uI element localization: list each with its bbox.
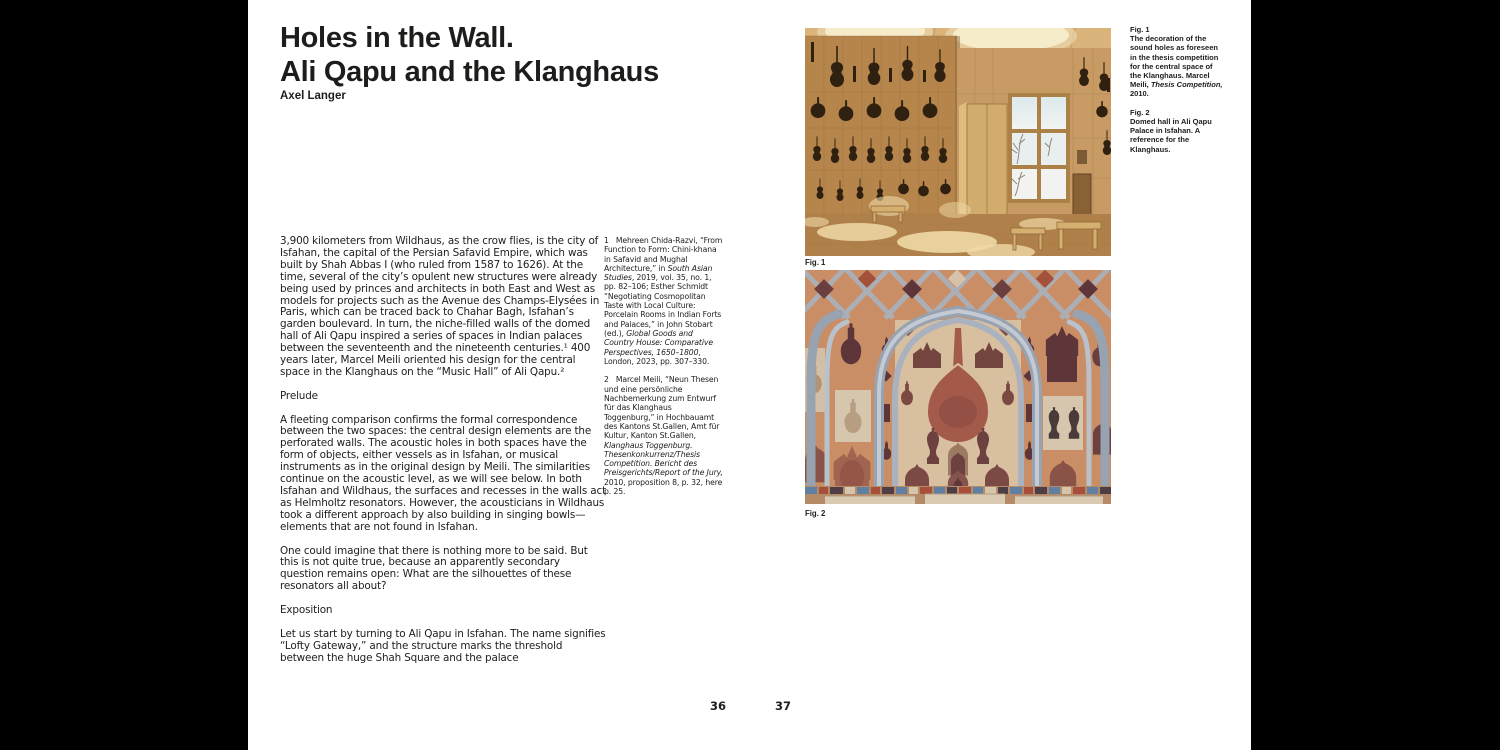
figure-caption-label: Fig. 2 <box>1130 107 1150 117</box>
figure-2-label: Fig. 2 <box>805 509 826 518</box>
section-heading: Exposition <box>280 604 333 617</box>
figure-caption-text: Domed hall in Ali Qapu Palace in Isfahan. A reference for the Klanghaus. <box>1130 117 1212 154</box>
page-title <box>280 22 659 89</box>
author-name: Axel Langer <box>280 90 346 102</box>
footnote: 1 Mehreen Chida-Razvi, “From Function to Form: Chini-khana in Safavid and Mughal Architecture,” in South Asian Studies, 2019, vol. 35, no. 1, pp. 82–106; Esther Schmidt “Negotiating Cosmopolitan Taste with Local Culture: Porcelain Rooms in Indian Forts and Palaces,” in John Stobart (ed.), Global Goods and Country House: Comparative Perspectives, 1650–1800, London, 2023, pp. 307–330. <box>604 236 723 366</box>
figure-1-image <box>805 28 1111 256</box>
fig1-illustration <box>805 28 1111 256</box>
body-paragraph: A fleeting comparison confirms the formal correspondence between the two spaces: the central design elements are the perforated walls. The acoustic holes in both spaces have the form of objects, either vessels as in Isfahan, or musical instruments as in the original design by Meili. The similarities continue on the acoustic level, as we will see below. In both Isfahan and Wildhaus, the surfaces and recesses in the walls act as Helmholtz resonators. However, the acousticians in Wildhaus took a different approach by also building in singing bowls—elements that are not found in Isfahan. <box>280 413 607 533</box>
footnote: 2 Marcel Meili, “Neun Thesen und eine persönliche Nachbemerkung zum Entwurf für das Klanghaus Toggenburg,” in Hochbauamt des Kantons St.Gallen, Amt für Kultur, Kanton St.Gallen, Klanghaus Toggenburg. Thesenkonkurrenz/Thesis Competition. Bericht des Preisgerichts/Report of the Jury, 2010, proposition 8, p. 32, here p. 25. <box>604 375 723 497</box>
page-title-line1: Holes in the Wall. <box>280 22 514 54</box>
page-title-line2: Ali Qapu and the Klanghaus <box>280 55 659 88</box>
figure-caption <box>1130 25 1224 99</box>
section-heading: Prelude <box>280 389 318 402</box>
body-paragraph: 3,900 kilometers from Wildhaus, as the crow flies, is the city of Isfahan, the capital of the Persian Safavid Empire, which was built by Shah Abbas I (who ruled from 1587 to 1626). At the time, several of the city’s opulent new structures were already being used by princes and architects in both East and West as models for projects such as the Avenue des Champs-Elysées in Paris, which can be traced back to Chahar Bagh, Isfahan’s garden boulevard. In turn, the niche-filled walls of the domed hall of Ali Qapu inspired a series of spaces in Indian palaces between the seventeenth and the nineteenth centuries.¹ 400 years later, Marcel Meili oriented his design for the central space in the Klanghaus on the “Music Hall” of Ali Qapu.² <box>280 235 600 378</box>
body-paragraph: One could imagine that there is nothing more to be said. But this is not quite true, because an apparently secondary question remains open: What are the silhouettes of these resonators all about? <box>280 544 588 593</box>
figure-caption <box>1130 108 1224 154</box>
body-text-column <box>280 236 606 676</box>
figure-caption-label: Fig. 1 <box>1130 25 1150 34</box>
page-number-right: 37 <box>775 699 792 713</box>
floor-frieze <box>805 486 1111 504</box>
page-number-left: 36 <box>710 699 727 713</box>
fig2-illustration <box>805 270 1111 504</box>
book-spread <box>248 0 1251 750</box>
body-paragraph: Let us start by turning to Ali Qapu in Isfahan. The name signifies “Lofty Gateway,” and the structure marks the threshold between the huge Shah Square and the palace <box>280 627 606 664</box>
window <box>1008 93 1070 203</box>
captions-column <box>1130 25 1224 163</box>
footnotes-column <box>604 236 723 506</box>
figure-2-image <box>805 270 1111 504</box>
figure-1-label: Fig. 1 <box>805 258 826 267</box>
figure-caption-text: The decoration of the sound holes as foreseen in the thesis competition for the central space of the Klanghaus. Marcel Meili, Thesis Competition, 2010. <box>1130 34 1223 99</box>
